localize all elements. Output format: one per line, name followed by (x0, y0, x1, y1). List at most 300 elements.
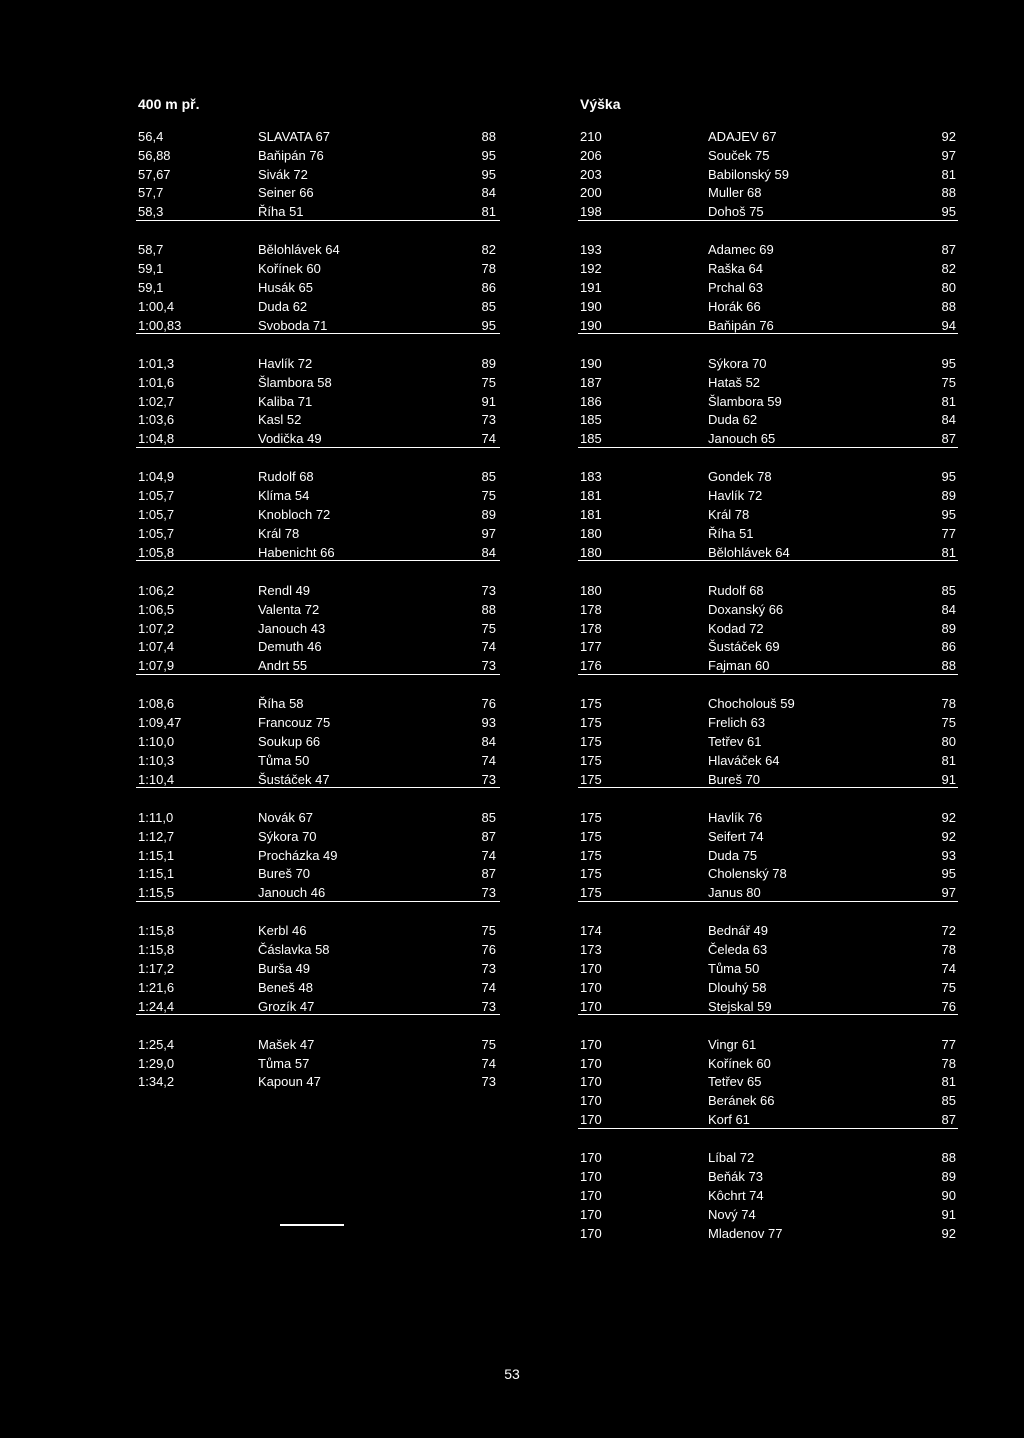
result-value: 58,7 (138, 242, 164, 258)
result-value: 59,1 (138, 261, 164, 277)
result-group (540, 1036, 1024, 1130)
points: 81 (941, 1074, 956, 1090)
points: 74 (481, 847, 496, 863)
points: 73 (481, 960, 496, 976)
athlete-name: Horák 66 (708, 298, 761, 314)
athlete-name: Mladenov 77 (708, 1225, 783, 1241)
result-group (0, 241, 520, 335)
result-value: 170 (580, 979, 602, 995)
result-group (0, 809, 520, 903)
points: 73 (481, 412, 496, 428)
points: 73 (481, 771, 496, 787)
athlete-name: Seiner 66 (258, 185, 314, 201)
points: 84 (481, 734, 496, 750)
points: 95 (941, 469, 956, 485)
results-list-400m-hurdles (0, 128, 520, 1112)
result-row (540, 695, 1024, 714)
result-group (540, 468, 1024, 562)
result-row (0, 506, 520, 525)
result-value: 1:07,9 (138, 658, 175, 674)
points: 75 (941, 979, 956, 995)
points: 92 (941, 1225, 956, 1241)
section-title-400m-hurdles: 400 m př. (138, 96, 200, 112)
result-value: 185 (580, 431, 602, 447)
points: 84 (941, 601, 956, 617)
result-value: 56,88 (138, 147, 171, 163)
result-value: 170 (580, 1055, 602, 1071)
athlete-name: Hataš 52 (708, 374, 761, 390)
athlete-name: Babilonský 59 (708, 166, 789, 182)
result-row (0, 979, 520, 998)
athlete-name: Janouch 65 (708, 431, 776, 447)
result-row (540, 1187, 1024, 1206)
result-row (540, 241, 1024, 260)
result-row (540, 184, 1024, 203)
athlete-name: Dlouhý 58 (708, 979, 767, 995)
points: 75 (481, 1036, 496, 1052)
result-value: 1:05,7 (138, 507, 175, 523)
athlete-name: Stejskal 59 (708, 998, 772, 1014)
result-value: 185 (580, 412, 602, 428)
athlete-name: Kapoun 47 (258, 1074, 321, 1090)
points: 97 (941, 147, 956, 163)
points: 75 (941, 715, 956, 731)
athlete-name: Beránek 66 (708, 1093, 775, 1109)
athlete-name: Rendl 49 (258, 582, 311, 598)
result-value: 186 (580, 393, 602, 409)
result-group (0, 1036, 520, 1092)
points: 78 (941, 942, 956, 958)
result-value: 1:34,2 (138, 1074, 175, 1090)
points: 76 (941, 998, 956, 1014)
athlete-name: Seifert 74 (708, 828, 764, 844)
points: 74 (481, 752, 496, 768)
result-row (0, 298, 520, 317)
result-value: 58,3 (138, 204, 164, 220)
points: 81 (941, 393, 956, 409)
athlete-name: Baňipán 76 (258, 147, 324, 163)
athlete-name: Říha 51 (708, 525, 754, 541)
result-row (540, 638, 1024, 657)
points: 85 (941, 582, 956, 598)
result-group (0, 355, 520, 449)
points: 73 (481, 582, 496, 598)
athlete-name: Čáslavka 58 (258, 942, 330, 958)
result-row (540, 203, 1024, 222)
result-value: 1:06,2 (138, 582, 175, 598)
results-list-high-jump (540, 128, 1024, 1263)
athlete-name: Sýkora 70 (258, 828, 317, 844)
result-row (540, 922, 1024, 941)
athlete-name: Dohoš 75 (708, 204, 764, 220)
result-value: 175 (580, 828, 602, 844)
result-value: 1:01,6 (138, 374, 175, 390)
points: 92 (941, 828, 956, 844)
result-row (540, 884, 1024, 903)
result-value: 181 (580, 507, 602, 523)
points: 87 (941, 242, 956, 258)
athlete-name: SLAVATA 67 (258, 129, 331, 144)
athlete-name: Hlaváček 64 (708, 752, 780, 768)
athlete-name: Bureš 70 (708, 771, 761, 787)
result-value: 1:08,6 (138, 696, 175, 712)
points: 73 (481, 658, 496, 674)
result-row (540, 1092, 1024, 1111)
result-value: 1:10,0 (138, 734, 175, 750)
result-value: 180 (580, 582, 602, 598)
section-title-high-jump: Výška (580, 96, 621, 112)
athlete-name: Fajman 60 (708, 658, 770, 674)
result-value: 1:05,7 (138, 488, 175, 504)
points: 74 (481, 979, 496, 995)
athlete-name: Muller 68 (708, 185, 762, 201)
result-row (540, 657, 1024, 676)
athlete-name: Líbal 72 (708, 1150, 755, 1166)
result-row (540, 1036, 1024, 1055)
athlete-name: Cholenský 78 (708, 866, 787, 882)
athlete-name: Procházka 49 (258, 847, 338, 863)
result-value: 1:04,8 (138, 431, 175, 447)
result-row (540, 487, 1024, 506)
points: 95 (941, 204, 956, 220)
points: 80 (941, 280, 956, 296)
result-row (540, 1055, 1024, 1074)
points: 88 (941, 185, 956, 201)
result-row (540, 279, 1024, 298)
result-group (540, 1149, 1024, 1243)
result-row (540, 317, 1024, 336)
athlete-name: Tetřev 65 (708, 1074, 762, 1090)
points: 73 (481, 998, 496, 1014)
result-group (0, 468, 520, 562)
result-row (0, 184, 520, 203)
points: 73 (481, 1074, 496, 1090)
result-value: 1:00,4 (138, 298, 175, 314)
points: 74 (941, 960, 956, 976)
result-value: 170 (580, 1206, 602, 1222)
athlete-name: Havlík 76 (708, 809, 763, 825)
points: 97 (481, 525, 496, 541)
athlete-name: Tůma 50 (258, 752, 310, 768)
result-group (0, 128, 520, 222)
result-row (0, 317, 520, 336)
result-row (540, 601, 1024, 620)
result-row (0, 733, 520, 752)
athlete-name: Havlík 72 (708, 488, 763, 504)
athlete-name: Kôchrt 74 (708, 1187, 764, 1203)
result-row (540, 998, 1024, 1017)
result-value: 175 (580, 752, 602, 768)
athlete-name: Čeleda 63 (708, 942, 768, 958)
athlete-name: Andrt 55 (258, 658, 308, 674)
athlete-name: Janus 80 (708, 885, 761, 901)
result-row (540, 771, 1024, 790)
result-value: 1:10,4 (138, 771, 175, 787)
athlete-name: Král 78 (258, 525, 300, 541)
result-value: 175 (580, 809, 602, 825)
result-row (540, 1073, 1024, 1092)
result-row (0, 468, 520, 487)
result-row (540, 260, 1024, 279)
points: 91 (481, 393, 496, 409)
result-group (540, 241, 1024, 335)
result-row (0, 166, 520, 185)
result-value: 1:02,7 (138, 393, 175, 409)
result-value: 170 (580, 1169, 602, 1185)
result-group (0, 582, 520, 676)
athlete-name: Gondek 78 (708, 469, 772, 485)
result-value: 1:25,4 (138, 1036, 175, 1052)
result-row (540, 1225, 1024, 1244)
athlete-name: ADAJEV 67 (708, 129, 777, 144)
result-row (0, 355, 520, 374)
athlete-name: Soukup 66 (258, 734, 321, 750)
result-value: 1:03,6 (138, 412, 175, 428)
points: 94 (941, 317, 956, 333)
points: 82 (481, 242, 496, 258)
result-group (540, 922, 1024, 1016)
result-value: 175 (580, 771, 602, 787)
points: 85 (941, 1093, 956, 1109)
points: 88 (481, 601, 496, 617)
points: 72 (941, 923, 956, 939)
athlete-name: Francouz 75 (258, 715, 331, 731)
points: 95 (941, 866, 956, 882)
athlete-name: Vodička 49 (258, 431, 322, 447)
result-row (540, 582, 1024, 601)
athlete-name: Prchal 63 (708, 280, 763, 296)
result-value: 175 (580, 734, 602, 750)
points: 77 (941, 525, 956, 541)
result-row (540, 411, 1024, 430)
result-value: 181 (580, 488, 602, 504)
result-row (0, 998, 520, 1017)
result-value: 190 (580, 355, 602, 371)
result-row (540, 393, 1024, 412)
athlete-name: Burša 49 (258, 960, 311, 976)
result-value: 1:17,2 (138, 960, 175, 976)
points: 81 (941, 544, 956, 560)
athlete-name: Bureš 70 (258, 866, 311, 882)
result-row (540, 1168, 1024, 1187)
result-group (540, 695, 1024, 789)
points: 95 (481, 317, 496, 333)
result-row (540, 960, 1024, 979)
result-row (0, 620, 520, 639)
result-row (0, 601, 520, 620)
result-row (0, 638, 520, 657)
points: 75 (481, 374, 496, 390)
result-value: 1:21,6 (138, 979, 175, 995)
result-value: 175 (580, 696, 602, 712)
result-value: 1:15,1 (138, 847, 175, 863)
result-value: 1:12,7 (138, 828, 175, 844)
result-value: 170 (580, 1074, 602, 1090)
points: 88 (941, 1150, 956, 1166)
result-row (540, 147, 1024, 166)
athlete-name: Husák 65 (258, 280, 313, 296)
result-row (0, 752, 520, 771)
result-value: 1:15,1 (138, 866, 175, 882)
result-row (540, 733, 1024, 752)
result-group (0, 922, 520, 1016)
points: 84 (941, 412, 956, 428)
result-value: 190 (580, 317, 602, 333)
athlete-name: Rudolf 68 (708, 582, 764, 598)
points: 88 (941, 298, 956, 314)
points: 75 (481, 488, 496, 504)
result-row (0, 1036, 520, 1055)
points: 87 (481, 866, 496, 882)
result-row (540, 166, 1024, 185)
result-row (0, 884, 520, 903)
result-value: 192 (580, 261, 602, 277)
result-row (540, 298, 1024, 317)
result-value: 193 (580, 242, 602, 258)
result-value: 1:05,8 (138, 544, 175, 560)
result-row (0, 241, 520, 260)
points: 76 (481, 942, 496, 958)
result-row (540, 1206, 1024, 1225)
points: 85 (481, 298, 496, 314)
result-row (0, 128, 520, 147)
result-value: 191 (580, 280, 602, 296)
result-row (540, 941, 1024, 960)
athlete-name: Říha 51 (258, 204, 304, 220)
athlete-name: Duda 62 (708, 412, 758, 428)
athlete-name: Korf 61 (708, 1112, 750, 1128)
result-row (540, 128, 1024, 147)
points: 78 (941, 1055, 956, 1071)
points: 93 (481, 715, 496, 731)
result-row (0, 430, 520, 449)
points: 81 (941, 166, 956, 182)
athlete-name: Vingr 61 (708, 1036, 757, 1052)
athlete-name: Beňák 73 (708, 1169, 763, 1185)
points: 89 (941, 1169, 956, 1185)
athlete-name: Tůma 50 (708, 960, 760, 976)
result-value: 175 (580, 866, 602, 882)
athlete-name: Doxanský 66 (708, 601, 784, 617)
points: 92 (941, 809, 956, 825)
athlete-name: Kořínek 60 (258, 261, 321, 277)
athlete-name: Kasl 52 (258, 412, 302, 428)
points: 89 (481, 355, 496, 371)
result-row (0, 147, 520, 166)
athlete-name: Bednář 49 (708, 923, 768, 939)
result-value: 175 (580, 885, 602, 901)
points: 76 (481, 696, 496, 712)
points: 84 (481, 185, 496, 201)
athlete-name: Baňipán 76 (708, 317, 774, 333)
points: 95 (481, 147, 496, 163)
athlete-name: Souček 75 (708, 147, 770, 163)
athlete-name: Mašek 47 (258, 1036, 315, 1052)
result-row (540, 468, 1024, 487)
result-row (540, 620, 1024, 639)
result-row (540, 809, 1024, 828)
points: 89 (481, 507, 496, 523)
result-value: 175 (580, 847, 602, 863)
athlete-name: Duda 75 (708, 847, 758, 863)
result-row (0, 544, 520, 563)
points: 85 (481, 469, 496, 485)
result-value: 57,67 (138, 166, 171, 182)
result-value: 174 (580, 923, 602, 939)
result-row (540, 355, 1024, 374)
points: 74 (481, 431, 496, 447)
athlete-name: Knobloch 72 (258, 507, 331, 523)
result-row (540, 714, 1024, 733)
result-row (540, 544, 1024, 563)
athlete-name: Janouch 46 (258, 885, 326, 901)
athlete-name: Novák 67 (258, 809, 313, 825)
result-row (0, 411, 520, 430)
result-value: 170 (580, 998, 602, 1014)
result-value: 187 (580, 374, 602, 390)
athlete-name: Svoboda 71 (258, 317, 328, 333)
points: 87 (481, 828, 496, 844)
result-row (0, 809, 520, 828)
result-group (540, 582, 1024, 676)
athlete-name: Šustáček 47 (258, 771, 330, 787)
result-row (540, 525, 1024, 544)
result-row (0, 487, 520, 506)
result-value: 1:07,4 (138, 639, 175, 655)
athlete-name: Duda 62 (258, 298, 308, 314)
points: 75 (481, 923, 496, 939)
result-value: 180 (580, 525, 602, 541)
points: 78 (481, 261, 496, 277)
result-row (540, 374, 1024, 393)
result-value: 170 (580, 1112, 602, 1128)
end-of-list-dash (280, 1224, 344, 1226)
result-value: 57,7 (138, 185, 164, 201)
result-row (540, 1149, 1024, 1168)
result-value: 170 (580, 1036, 602, 1052)
athlete-name: Bělohlávek 64 (258, 242, 340, 258)
points: 91 (941, 1206, 956, 1222)
athlete-name: Raška 64 (708, 261, 763, 277)
result-row (540, 752, 1024, 771)
result-value: 178 (580, 601, 602, 617)
result-value: 170 (580, 960, 602, 976)
result-row (0, 922, 520, 941)
result-value: 56,4 (138, 129, 164, 144)
athlete-name: Říha 58 (258, 696, 304, 712)
points: 84 (481, 544, 496, 560)
result-row (540, 979, 1024, 998)
result-group (540, 128, 1024, 222)
result-row (0, 847, 520, 866)
points: 97 (941, 885, 956, 901)
result-value: 1:06,5 (138, 601, 175, 617)
result-value: 1:04,9 (138, 469, 175, 485)
result-value: 176 (580, 658, 602, 674)
athlete-name: Klíma 54 (258, 488, 310, 504)
result-value: 1:07,2 (138, 620, 175, 636)
result-value: 203 (580, 166, 602, 182)
result-row (540, 1111, 1024, 1130)
points: 85 (481, 809, 496, 825)
athlete-name: Šlambora 59 (708, 393, 782, 409)
result-value: 1:15,5 (138, 885, 175, 901)
result-value: 177 (580, 639, 602, 655)
result-row (540, 847, 1024, 866)
page-number: 53 (504, 1366, 520, 1382)
result-value: 180 (580, 544, 602, 560)
points: 81 (481, 204, 496, 220)
